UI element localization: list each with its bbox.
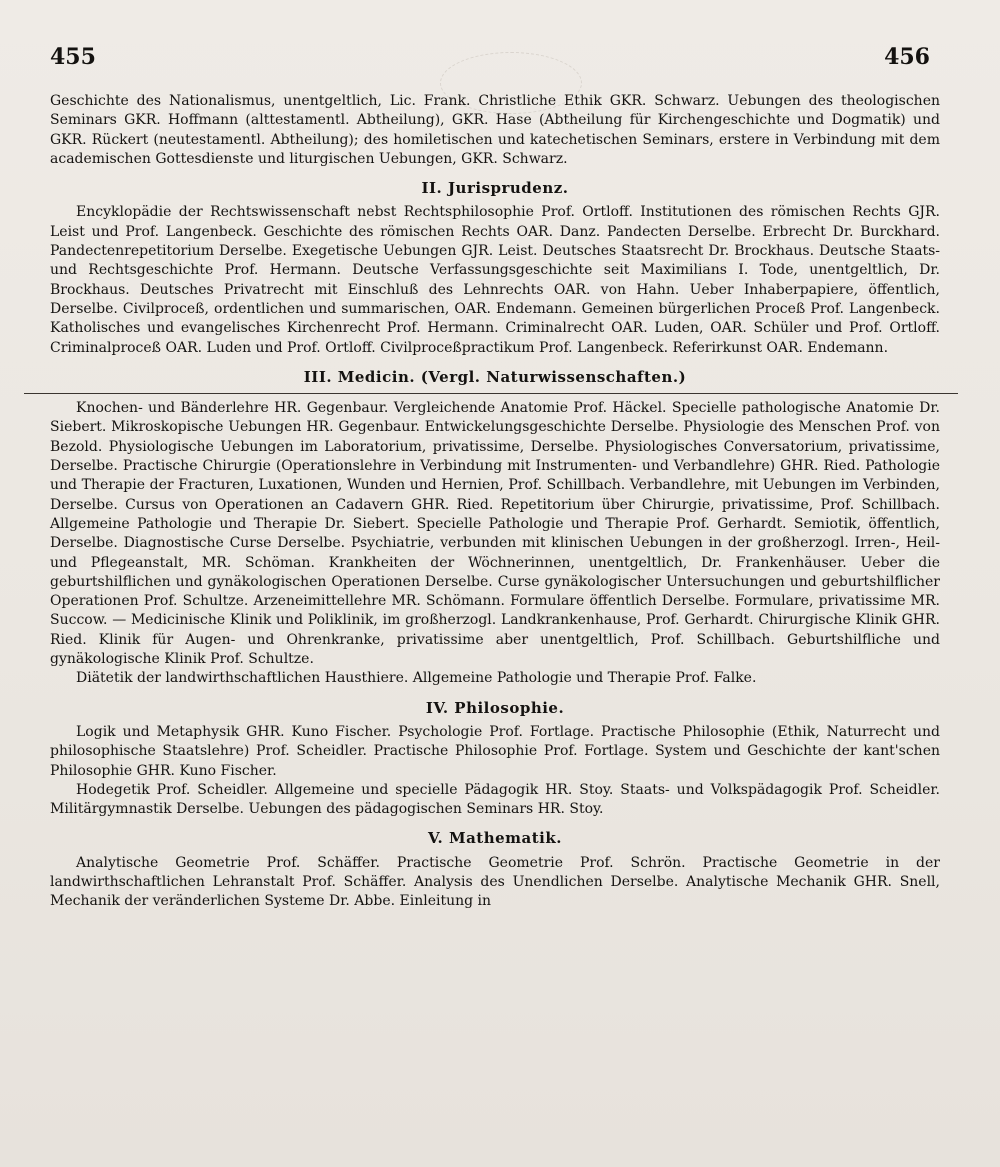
page-body [50,92,940,912]
section-heading-medicin: III. Medicin. (Vergl. Naturwissenschaften.) [303,367,687,386]
section-paragraph: Hodegetik Prof. Scheidler. Allgemeine und specielle Pädagogik HR. Stoy. Staats- und Volkspädagogik Prof. Scheidler. Militärgymnastik Derselbe. Uebungen des pädagogischen Seminars HR. Stoy. [50,781,940,818]
section-paragraph: Analytische Geometrie Prof. Schäffer. Practische Geometrie Prof. Schrön. Practische Geometrie in der landwirthschaftlichen Lehranstalt Prof. Schäffer. Analysis des Unendlichen Derselbe. Analytische Mechanik GHR. Snell, Mechanik der veränderlichen Systeme Dr. Abbe. Einleitung in [50,854,940,910]
bleed-through-seal [440,52,582,114]
intro-paragraph: Geschichte des Nationalismus, unentgeltlich, Lic. Frank. Christliche Ethik GKR. Schwarz. Uebungen des theologischen Seminars GKR. Hoffmann (alttestamentl. Abtheilung), GKR. Hase (Abtheilung für Kirchengeschichte und Dogmatik) und GKR. Rückert (neutestamentl. Abtheilung); des homiletischen und katechetischen Seminars, erstere in Verbindung mit dem academischen Gottesdienste und liturgischen Uebungen, GKR. Schwarz. [50,93,940,167]
section-paragraph: Encyklopädie der Rechtswissenschaft nebst Rechtsphilosophie Prof. Ortloff. Institutionen des römischen Rechts GJR. Leist und Prof. Langenbeck. Geschichte des römischen Rechts OAR. Danz. Pandecten Derselbe. Erbrecht Dr. Burckhard. Pandectenrepetitorium Derselbe. Exegetische Uebungen GJR. Leist. Deutsches Staatsrecht Dr. Brockhaus. Deutsche Staats- und Rechtsgeschichte Prof. Hermann. Deutsche Verfassungsgeschichte seit Maximilians I. Tode, unentgeltlich, Dr. Brockhaus. Deutsches Privatrecht mit Einschluß des Lehnrechts OAR. von Hahn. Ueber Inhaberpapiere, öffentlich, Derselbe. Civilproceß, ordentlichen und summarischen, OAR. Endemann. Gemeinen bürgerlichen Proceß Prof. Langenbeck. Katholisches und evangelisches Kirchenrecht Prof. Hermann. Criminalrecht OAR. Luden, OAR. Schüler und Prof. Ortloff. Criminalproceß OAR. Luden und Prof. Ortloff. Civilproceßpractikum Prof. Langenbeck. Referirkunst OAR. Endemann. [50,204,940,356]
section-heading-jurisprudenz: II. Jurisprudenz. [421,179,569,198]
section-heading-philosophie: IV. Philosophie. [425,698,565,717]
section-paragraph: Diätetik der landwirthschaftlichen Hausthiere. Allgemeine Pathologie und Therapie Prof. Falke. [76,670,757,687]
page-number-right: 456 [884,44,930,70]
section-divider [24,393,958,394]
section-paragraph: Knochen- und Bänderlehre HR. Gegenbaur. Vergleichende Anatomie Prof. Häckel. Specielle pathologische Anatomie Dr. Siebert. Mikroskopische Uebungen HR. Gegenbaur. Entwickelungsgeschichte Derselbe. Physiologie des Menschen Prof. von Bezold. Physiologische Uebungen im Laboratorium, privatissime, Derselbe. Physiologisches Conversatorium, privatissime, Derselbe. Practische Chirurgie (Operationslehre in Verbindung mit Instrumenten- und Verbandlehre) GHR. Ried. Pathologie und Therapie der Fracturen, Luxationen, Wunden und Hernien, Prof. Schillbach. Verbandlehre, mit Uebungen im Verbinden, Derselbe. Cursus von Operationen an Cadavern GHR. Ried. Repetitorium über Chirurgie, privatissime, Prof. Schillbach. Allgemeine Pathologie und Therapie Dr. Siebert. Specielle Pathologie und Therapie Prof. Gerhardt. Semiotik, öffentlich, Derselbe. Diagnostische Curse Derselbe. Psychiatrie, verbunden mit klinischen Uebungen in der großherzogl. Irren-, Heil- und Pflegeanstalt, MR. Schöman. Krankheiten der Wöchnerinnen, unentgeltlich, Dr. Frankenhäuser. Ueber die geburtshilflichen und gynäkologischen Operationen Derselbe. Curse gynäkologischer Untersuchungen und geburtshilflicher Operationen Prof. Schultze. Arzeneimittellehre MR. Schömann. Formulare öffentlich Derselbe. Formulare, privatissime MR. Succow. — Medicinische Klinik und Poliklinik, im großherzogl. Landkrankenhause, Prof. Gerhardt. Chirurgische Klinik GHR. Ried. Klinik für Augen- und Ohrenkranke, privatissime aber unentgeltlich, Prof. Schillbach. Geburtshilfliche und gynäkologische Klinik Prof. Schultze. [50,400,940,668]
page-number-left: 455 [50,44,96,70]
section-heading-mathematik: V. Mathematik. [428,829,562,848]
section-paragraph: Logik und Metaphysik GHR. Kuno Fischer. Psychologie Prof. Fortlage. Practische Philosophie (Ethik, Naturrecht und philosophische Staatslehre) Prof. Scheidler. Practische Philosophie Prof. Fortlage. System und Geschichte der kant'schen Philosophie GHR. Kuno Fischer. [50,723,940,779]
